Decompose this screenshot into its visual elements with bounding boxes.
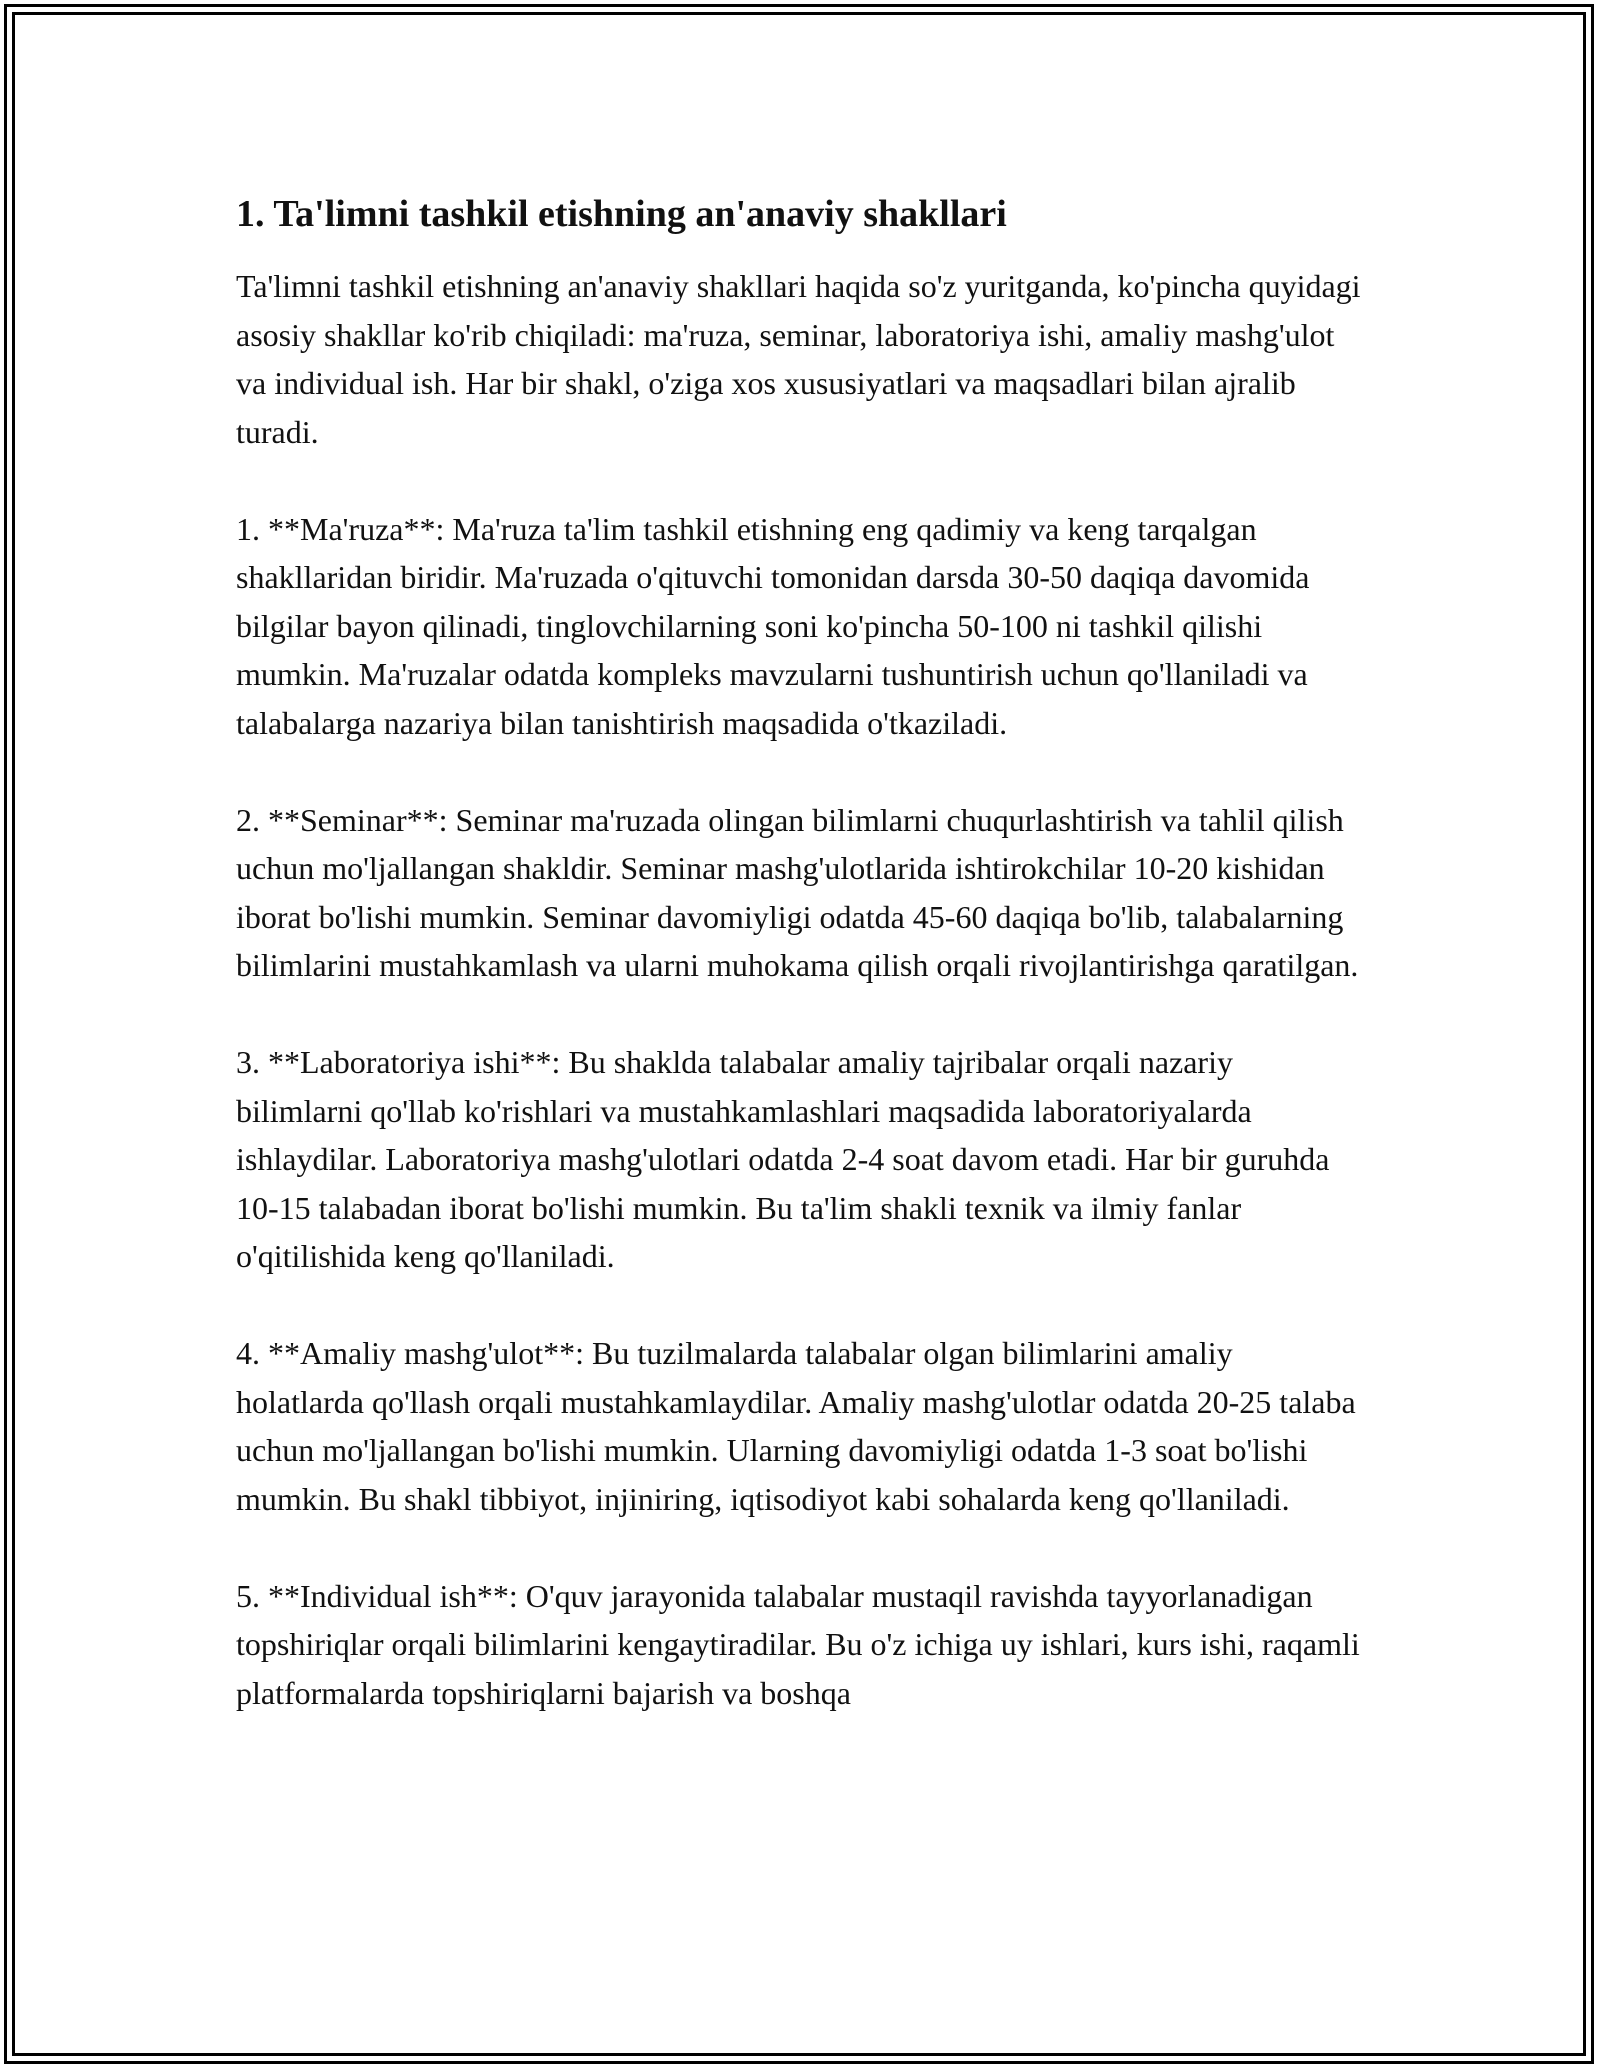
practical-paragraph: 4. **Amaliy mashg'ulot**: Bu tuzilmalarda talabalar olgan bilimlarini amaliy holatlarda qo'llash orqali mustahkamlaydilar. Amaliy mashg'ulotlar odatda 20-25 talaba uchun mo'ljallangan bo'lishi mumkin. Ularning davomiyligi odatda 1-3 soat bo'lishi mumkin. Bu shakl tibbiyot, injiniring, iqtisodiyot kabi sohalarda keng qo'llaniladi.	[236, 1335, 1356, 1517]
seminar-paragraph: 2. **Seminar**: Seminar ma'ruzada olingan bilimlarni chuqurlashtirish va tahlil qilish uchun mo'ljallangan shakldir. Seminar mashg'ulotlarida ishtirokchilar 10-20 kishidan iborat bo'lishi mumkin. Seminar davomiyligi odatda 45-60 daqiqa bo'lib, talabalarning bilimlarini mustahkamlash va ularni muhokama qilish orqali rivojlantirishga qaratilgan.	[236, 801, 1359, 983]
section-heading: 1. Ta'limni tashkil etishning an'anaviy shakllari	[236, 193, 1007, 235]
document-body	[236, 190, 1366, 1766]
laboratory-paragraph: 3. **Laboratoriya ishi**: Bu shaklda talabalar amaliy tajribalar orqali nazariy bilimlarni qo'llab ko'rishlari va mustahkamlashlari maqsadida laboratoriyalarda ishlaydilar. Laboratoriya mashg'ulotlari odatda 2-4 soat davom etadi. Har bir guruhda 10-15 talabadan iborat bo'lishi mumkin. Bu ta'lim shakli texnik va ilmiy fanlar o'qitilishida keng qo'llaniladi.	[236, 1044, 1330, 1274]
intro-paragraph: Ta'limni tashkil etishning an'anaviy shakllari haqida so'z yuritganda, ko'pincha quyidagi asosiy shakllar ko'rib chiqiladi: ma'ruza, seminar, laboratoriya ishi, amaliy mashg'ulot va individual ish. Har bir shakl, o'ziga xos xususiyatlari va maqsadlari bilan ajralib turadi.	[236, 268, 1361, 450]
individual-work-paragraph: 5. **Individual ish**: O'quv jarayonida talabalar mustaqil ravishda tayyorlanadigan topshiriqlar orqali bilimlarini kengaytiradilar. Bu o'z ichiga uy ishlari, kurs ishi, raqamli platformalarda topshiriqlarni bajarish va boshqa	[236, 1577, 1360, 1711]
lecture-paragraph: 1. **Ma'ruza**: Ma'ruza ta'lim tashkil etishning eng qadimiy va keng tarqalgan shakllaridan biridir. Ma'ruzada o'qituvchi tomonidan darsda 30-50 daqiqa davomida bilgilar bayon qilinadi, tinglovchilarning soni ko'pincha 50-100 ni tashkil qilishi mumkin. Ma'ruzalar odatda kompleks mavzularni tushuntirish uchun qo'llaniladi va talabalarga nazariya bilan tanishtirish maqsadida o'tkaziladi.	[236, 510, 1310, 741]
